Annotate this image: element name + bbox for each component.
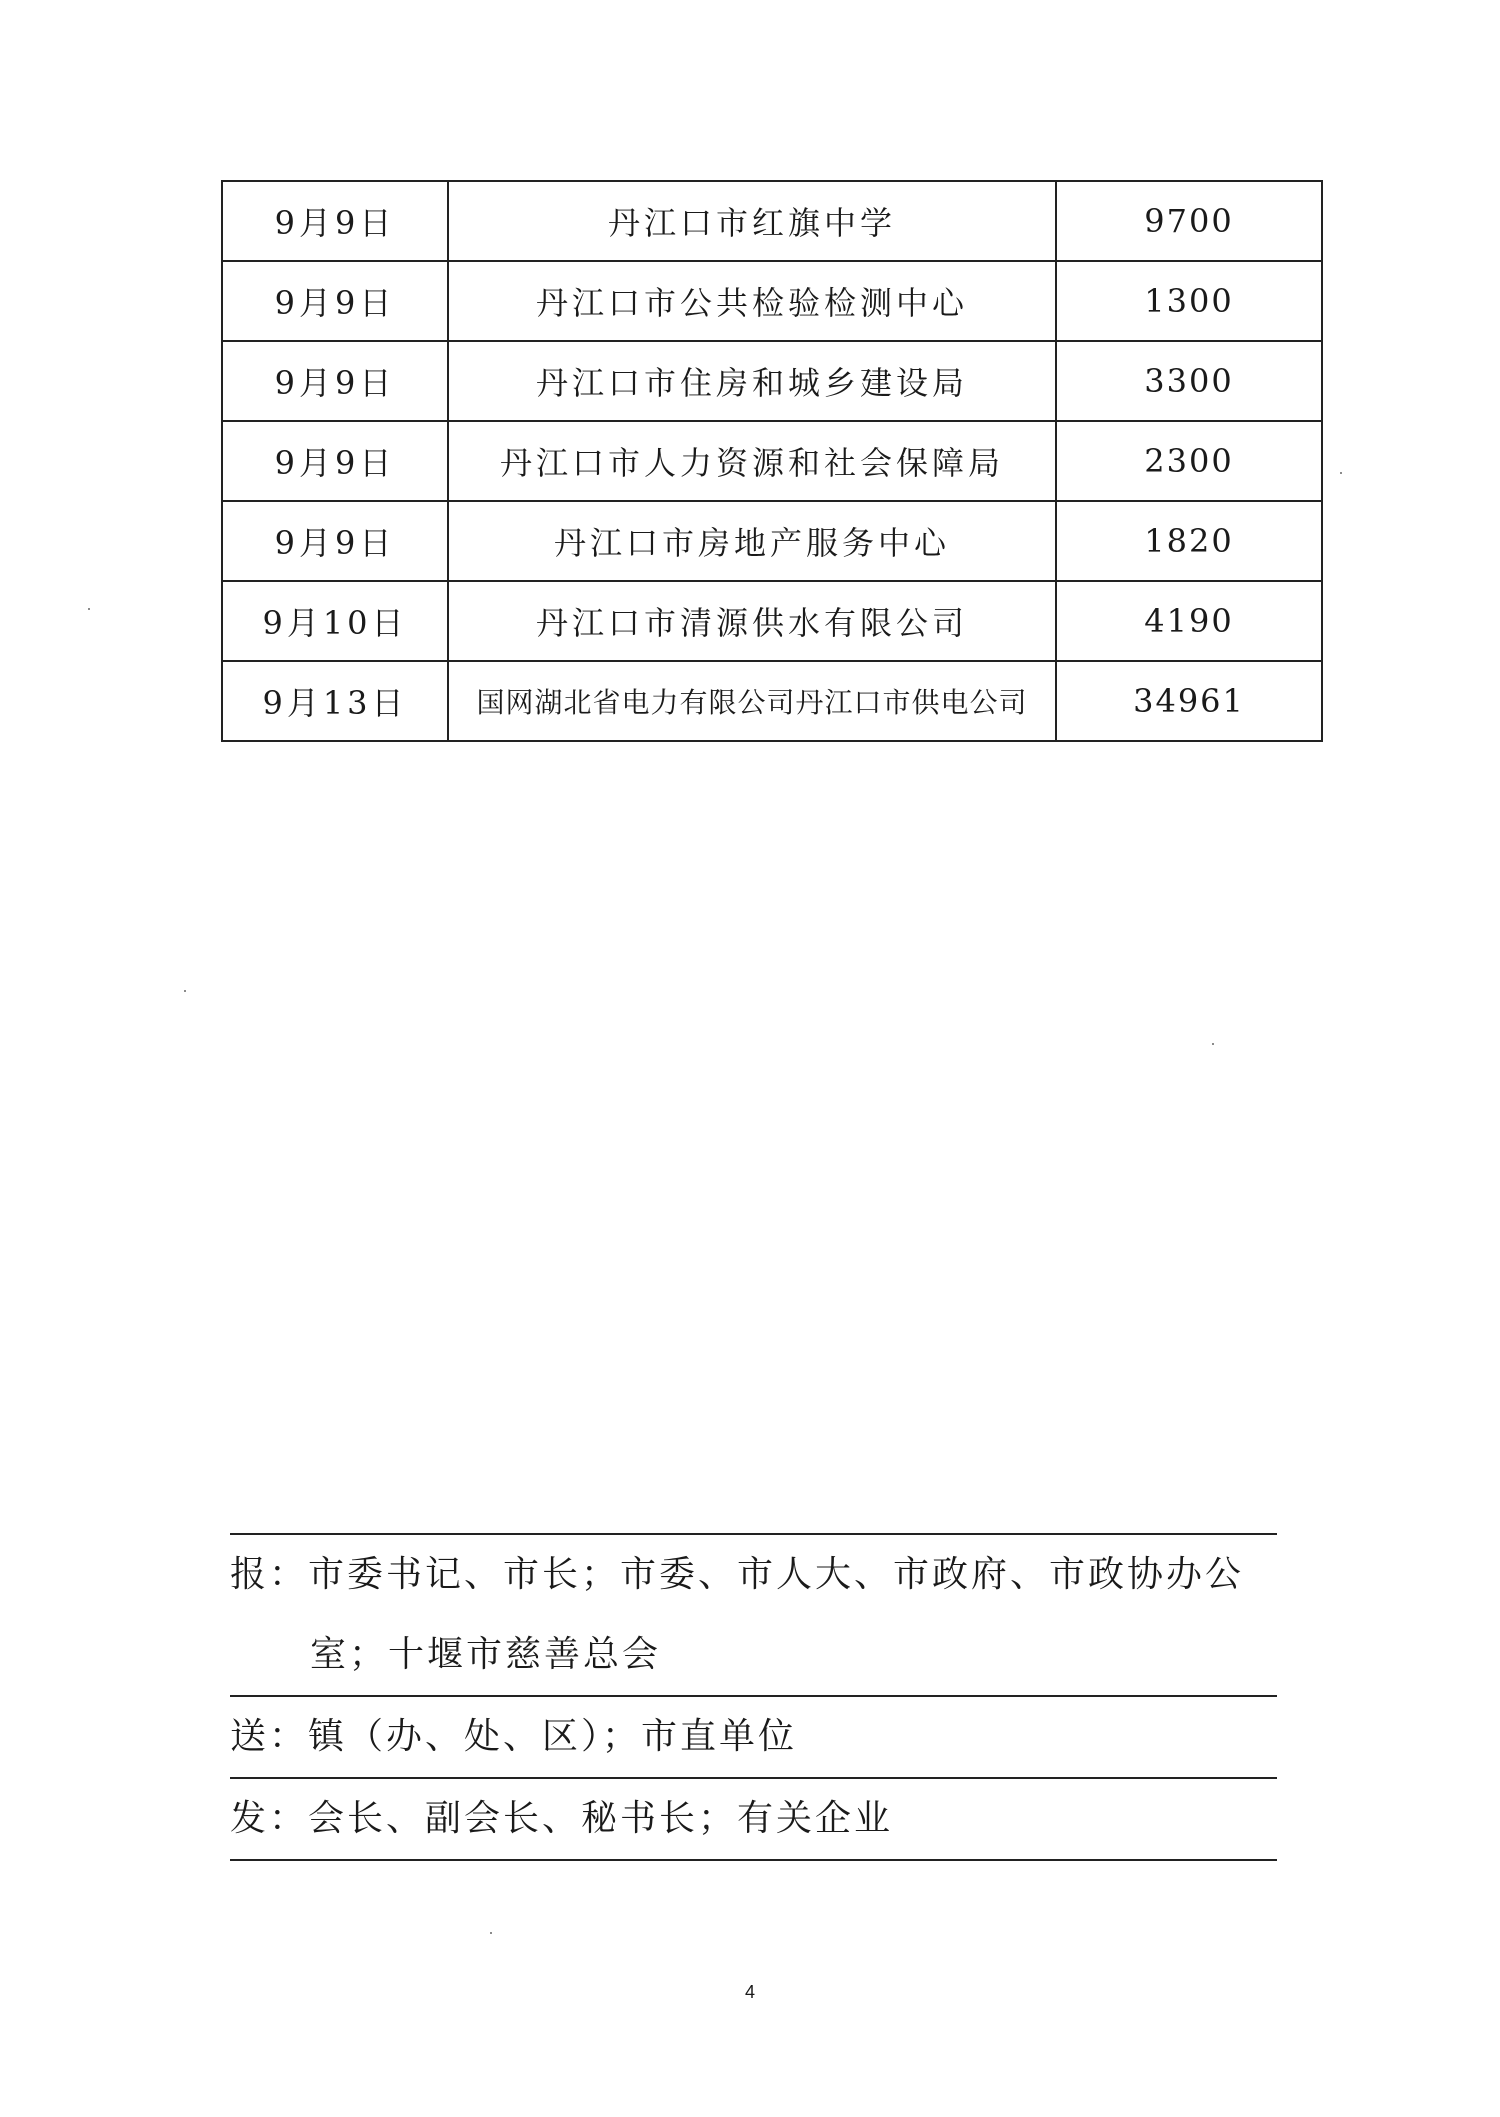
table-row — [222, 501, 1322, 581]
organization-cell: 丹江口市清源供水有限公司 — [448, 581, 1056, 661]
organization-cell: 丹江口市人力资源和社会保障局 — [448, 421, 1056, 501]
organization-cell: 丹江口市房地产服务中心 — [448, 501, 1056, 581]
organization-cell: 丹江口市红旗中学 — [448, 181, 1056, 261]
donation-table — [221, 180, 1323, 742]
date-cell: 9月9日 — [222, 341, 448, 421]
scan-speck — [88, 608, 90, 610]
date-cell: 9月9日 — [222, 261, 448, 341]
amount-cell: 9700 — [1056, 181, 1322, 261]
divider — [230, 1859, 1277, 1861]
amount-cell: 2300 — [1056, 421, 1322, 501]
table-row — [222, 341, 1322, 421]
scan-speck — [490, 1932, 492, 1934]
table-row — [222, 261, 1322, 341]
amount-cell: 4190 — [1056, 581, 1322, 661]
date-cell: 9月9日 — [222, 421, 448, 501]
date-cell: 9月13日 — [222, 661, 448, 741]
distribution-list — [230, 1533, 1277, 1861]
scan-speck — [1340, 472, 1342, 474]
page-number: 4 — [744, 1982, 755, 2002]
report-line-continued: 室；十堰市慈善总会 — [310, 1634, 662, 1675]
report-recipients — [230, 1535, 1277, 1695]
amount-cell: 1820 — [1056, 501, 1322, 581]
date-cell: 9月9日 — [222, 181, 448, 261]
table-row — [222, 661, 1322, 741]
table-row — [222, 421, 1322, 501]
organization-cell: 丹江口市公共检验检测中心 — [448, 261, 1056, 341]
scan-speck — [1212, 1043, 1214, 1045]
date-cell: 9月10日 — [222, 581, 448, 661]
date-cell: 9月9日 — [222, 501, 448, 581]
organization-cell: 丹江口市住房和城乡建设局 — [448, 341, 1056, 421]
table-row — [222, 581, 1322, 661]
amount-cell: 1300 — [1056, 261, 1322, 341]
amount-cell: 34961 — [1056, 661, 1322, 741]
table-row — [222, 181, 1322, 261]
issue-recipients: 发：会长、副会长、秘书长；有关企业 — [230, 1798, 894, 1839]
amount-cell: 3300 — [1056, 341, 1322, 421]
send-recipients: 送：镇（办、处、区）；市直单位 — [230, 1716, 798, 1757]
organization-cell: 国网湖北省电力有限公司丹江口市供电公司 — [448, 661, 1056, 741]
scan-speck — [184, 990, 186, 992]
report-line: 报：市委书记、市长；市委、市人大、市政府、市政协办公 — [230, 1554, 1245, 1595]
